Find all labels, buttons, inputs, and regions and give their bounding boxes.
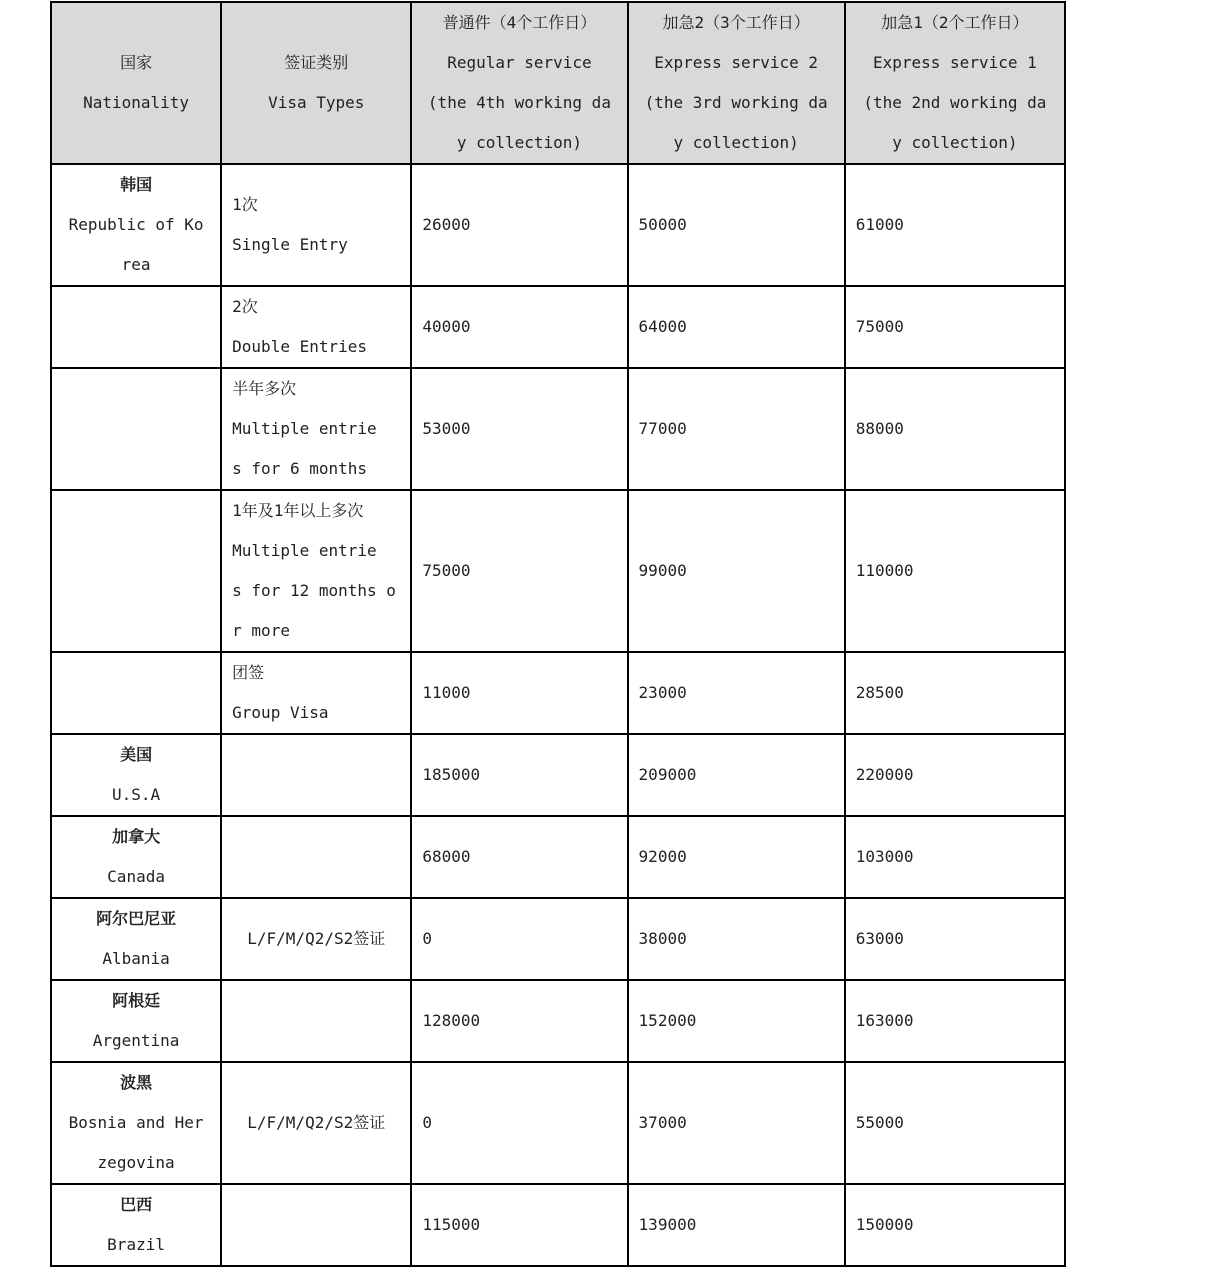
header-visa-types-cn: 签证类别 bbox=[284, 53, 349, 72]
visa-type-line: 半年多次 bbox=[232, 379, 297, 398]
express2-price: 23000 bbox=[628, 652, 845, 734]
regular-price: 68000 bbox=[411, 816, 627, 898]
header-nationality-en: Nationality bbox=[83, 93, 190, 112]
nationality-cell bbox=[51, 286, 221, 368]
regular-price: 40000 bbox=[411, 286, 627, 368]
table-row bbox=[51, 734, 1065, 816]
header-express1-line: 加急1（2个工作日） bbox=[881, 13, 1029, 32]
nationality-cell bbox=[51, 1062, 221, 1184]
visa-type-cell bbox=[221, 1062, 411, 1184]
nationality-en: Albania bbox=[102, 949, 170, 968]
visa-type-cell bbox=[221, 816, 411, 898]
nationality-cell bbox=[51, 898, 221, 980]
regular-price: 11000 bbox=[411, 652, 627, 734]
header-regular-line: 普通件（4个工作日） bbox=[442, 13, 597, 32]
visa-type-cell bbox=[221, 980, 411, 1062]
express1-price: 75000 bbox=[845, 286, 1065, 368]
table-row bbox=[51, 490, 1065, 652]
express2-price: 92000 bbox=[628, 816, 845, 898]
visa-type-cell bbox=[221, 652, 411, 734]
visa-type-line: L/F/M/Q2/S2签证 bbox=[247, 929, 386, 948]
nationality-en: rea bbox=[121, 255, 151, 274]
header-regular-line: Regular service bbox=[447, 53, 592, 72]
nationality-cell bbox=[51, 164, 221, 286]
header-express1-line: (the 2nd working da bbox=[863, 93, 1047, 112]
express2-price: 152000 bbox=[628, 980, 845, 1062]
nationality-cn: 阿根廷 bbox=[112, 991, 161, 1010]
header-express1-line: Express service 1 bbox=[872, 53, 1037, 72]
table-row bbox=[51, 652, 1065, 734]
visa-type-line: Single Entry bbox=[232, 235, 348, 254]
express1-price: 63000 bbox=[845, 898, 1065, 980]
nationality-cell bbox=[51, 490, 221, 652]
nationality-cn: 阿尔巴尼亚 bbox=[96, 909, 177, 928]
table-row bbox=[51, 368, 1065, 490]
express1-price: 103000 bbox=[845, 816, 1065, 898]
express2-price: 38000 bbox=[628, 898, 845, 980]
express1-price: 150000 bbox=[845, 1184, 1065, 1266]
table-body bbox=[51, 164, 1065, 1266]
header-nationality bbox=[51, 2, 221, 164]
visa-type-line: L/F/M/Q2/S2签证 bbox=[247, 1113, 386, 1132]
header-express2 bbox=[628, 2, 845, 164]
regular-price: 185000 bbox=[411, 734, 627, 816]
express1-price: 55000 bbox=[845, 1062, 1065, 1184]
header-regular bbox=[411, 2, 627, 164]
header-express2-line: (the 3rd working da bbox=[644, 93, 828, 112]
visa-type-line: 团签 bbox=[232, 663, 265, 682]
visa-type-line: 1年及1年以上多次 bbox=[232, 501, 364, 520]
header-visa-types bbox=[221, 2, 411, 164]
visa-type-line: Double Entries bbox=[232, 337, 368, 356]
express2-price: 64000 bbox=[628, 286, 845, 368]
nationality-cn: 美国 bbox=[120, 745, 153, 764]
regular-price: 26000 bbox=[411, 164, 627, 286]
nationality-cn: 波黑 bbox=[120, 1073, 153, 1092]
header-regular-line: y collection) bbox=[456, 133, 583, 152]
nationality-en: Republic of Ko bbox=[68, 215, 204, 234]
nationality-en: U.S.A bbox=[111, 785, 161, 804]
express1-price: 88000 bbox=[845, 368, 1065, 490]
table-row bbox=[51, 1184, 1065, 1266]
visa-type-cell bbox=[221, 286, 411, 368]
nationality-en: zegovina bbox=[97, 1153, 175, 1172]
visa-type-line: Group Visa bbox=[232, 703, 329, 722]
header-express2-line: Express service 2 bbox=[654, 53, 819, 72]
nationality-cell bbox=[51, 652, 221, 734]
visa-type-line: Multiple entrie bbox=[232, 419, 377, 438]
express2-price: 209000 bbox=[628, 734, 845, 816]
visa-type-line: Multiple entrie bbox=[232, 541, 377, 560]
visa-type-cell bbox=[221, 490, 411, 652]
nationality-cell bbox=[51, 734, 221, 816]
express2-price: 99000 bbox=[628, 490, 845, 652]
table-row bbox=[51, 286, 1065, 368]
express2-price: 77000 bbox=[628, 368, 845, 490]
header-nationality-cn: 国家 bbox=[120, 53, 153, 72]
nationality-cell bbox=[51, 980, 221, 1062]
table-row bbox=[51, 1062, 1065, 1184]
express1-price: 28500 bbox=[845, 652, 1065, 734]
nationality-en: Argentina bbox=[92, 1031, 180, 1050]
regular-price: 128000 bbox=[411, 980, 627, 1062]
header-express1 bbox=[845, 2, 1065, 164]
express1-price: 61000 bbox=[845, 164, 1065, 286]
visa-type-cell bbox=[221, 898, 411, 980]
visa-type-line: 2次 bbox=[232, 297, 258, 316]
express2-price: 37000 bbox=[628, 1062, 845, 1184]
nationality-cell bbox=[51, 368, 221, 490]
table-row bbox=[51, 898, 1065, 980]
express2-price: 139000 bbox=[628, 1184, 845, 1266]
visa-type-line: 1次 bbox=[232, 195, 258, 214]
nationality-cn: 巴西 bbox=[120, 1195, 153, 1214]
nationality-cn: 韩国 bbox=[120, 175, 153, 194]
visa-fee-table bbox=[50, 1, 1066, 1267]
table-row bbox=[51, 164, 1065, 286]
header-row bbox=[51, 2, 1065, 164]
regular-price: 75000 bbox=[411, 490, 627, 652]
express1-price: 163000 bbox=[845, 980, 1065, 1062]
nationality-cell bbox=[51, 816, 221, 898]
visa-type-cell bbox=[221, 734, 411, 816]
regular-price: 115000 bbox=[411, 1184, 627, 1266]
table-row bbox=[51, 980, 1065, 1062]
nationality-cell bbox=[51, 1184, 221, 1266]
visa-type-cell bbox=[221, 368, 411, 490]
header-regular-line: (the 4th working da bbox=[427, 93, 611, 112]
header-express1-line: y collection) bbox=[892, 133, 1018, 152]
regular-price: 53000 bbox=[411, 368, 627, 490]
regular-price: 0 bbox=[411, 898, 627, 980]
regular-price: 0 bbox=[411, 1062, 627, 1184]
table-row bbox=[51, 816, 1065, 898]
nationality-en: Canada bbox=[107, 867, 165, 886]
visa-type-cell bbox=[221, 164, 411, 286]
nationality-en: Brazil bbox=[107, 1235, 165, 1254]
express1-price: 110000 bbox=[845, 490, 1065, 652]
nationality-en: Bosnia and Her bbox=[68, 1113, 204, 1132]
visa-type-cell bbox=[221, 1184, 411, 1266]
nationality-cn: 加拿大 bbox=[112, 827, 161, 846]
express2-price: 50000 bbox=[628, 164, 845, 286]
header-express2-line: 加急2（3个工作日） bbox=[662, 13, 810, 32]
header-visa-types-en: Visa Types bbox=[268, 93, 365, 112]
express1-price: 220000 bbox=[845, 734, 1065, 816]
visa-type-line: r more bbox=[232, 621, 290, 640]
header-express2-line: y collection) bbox=[673, 133, 799, 152]
visa-type-line: s for 12 months o bbox=[232, 581, 396, 600]
visa-type-line: s for 6 months bbox=[232, 459, 368, 478]
